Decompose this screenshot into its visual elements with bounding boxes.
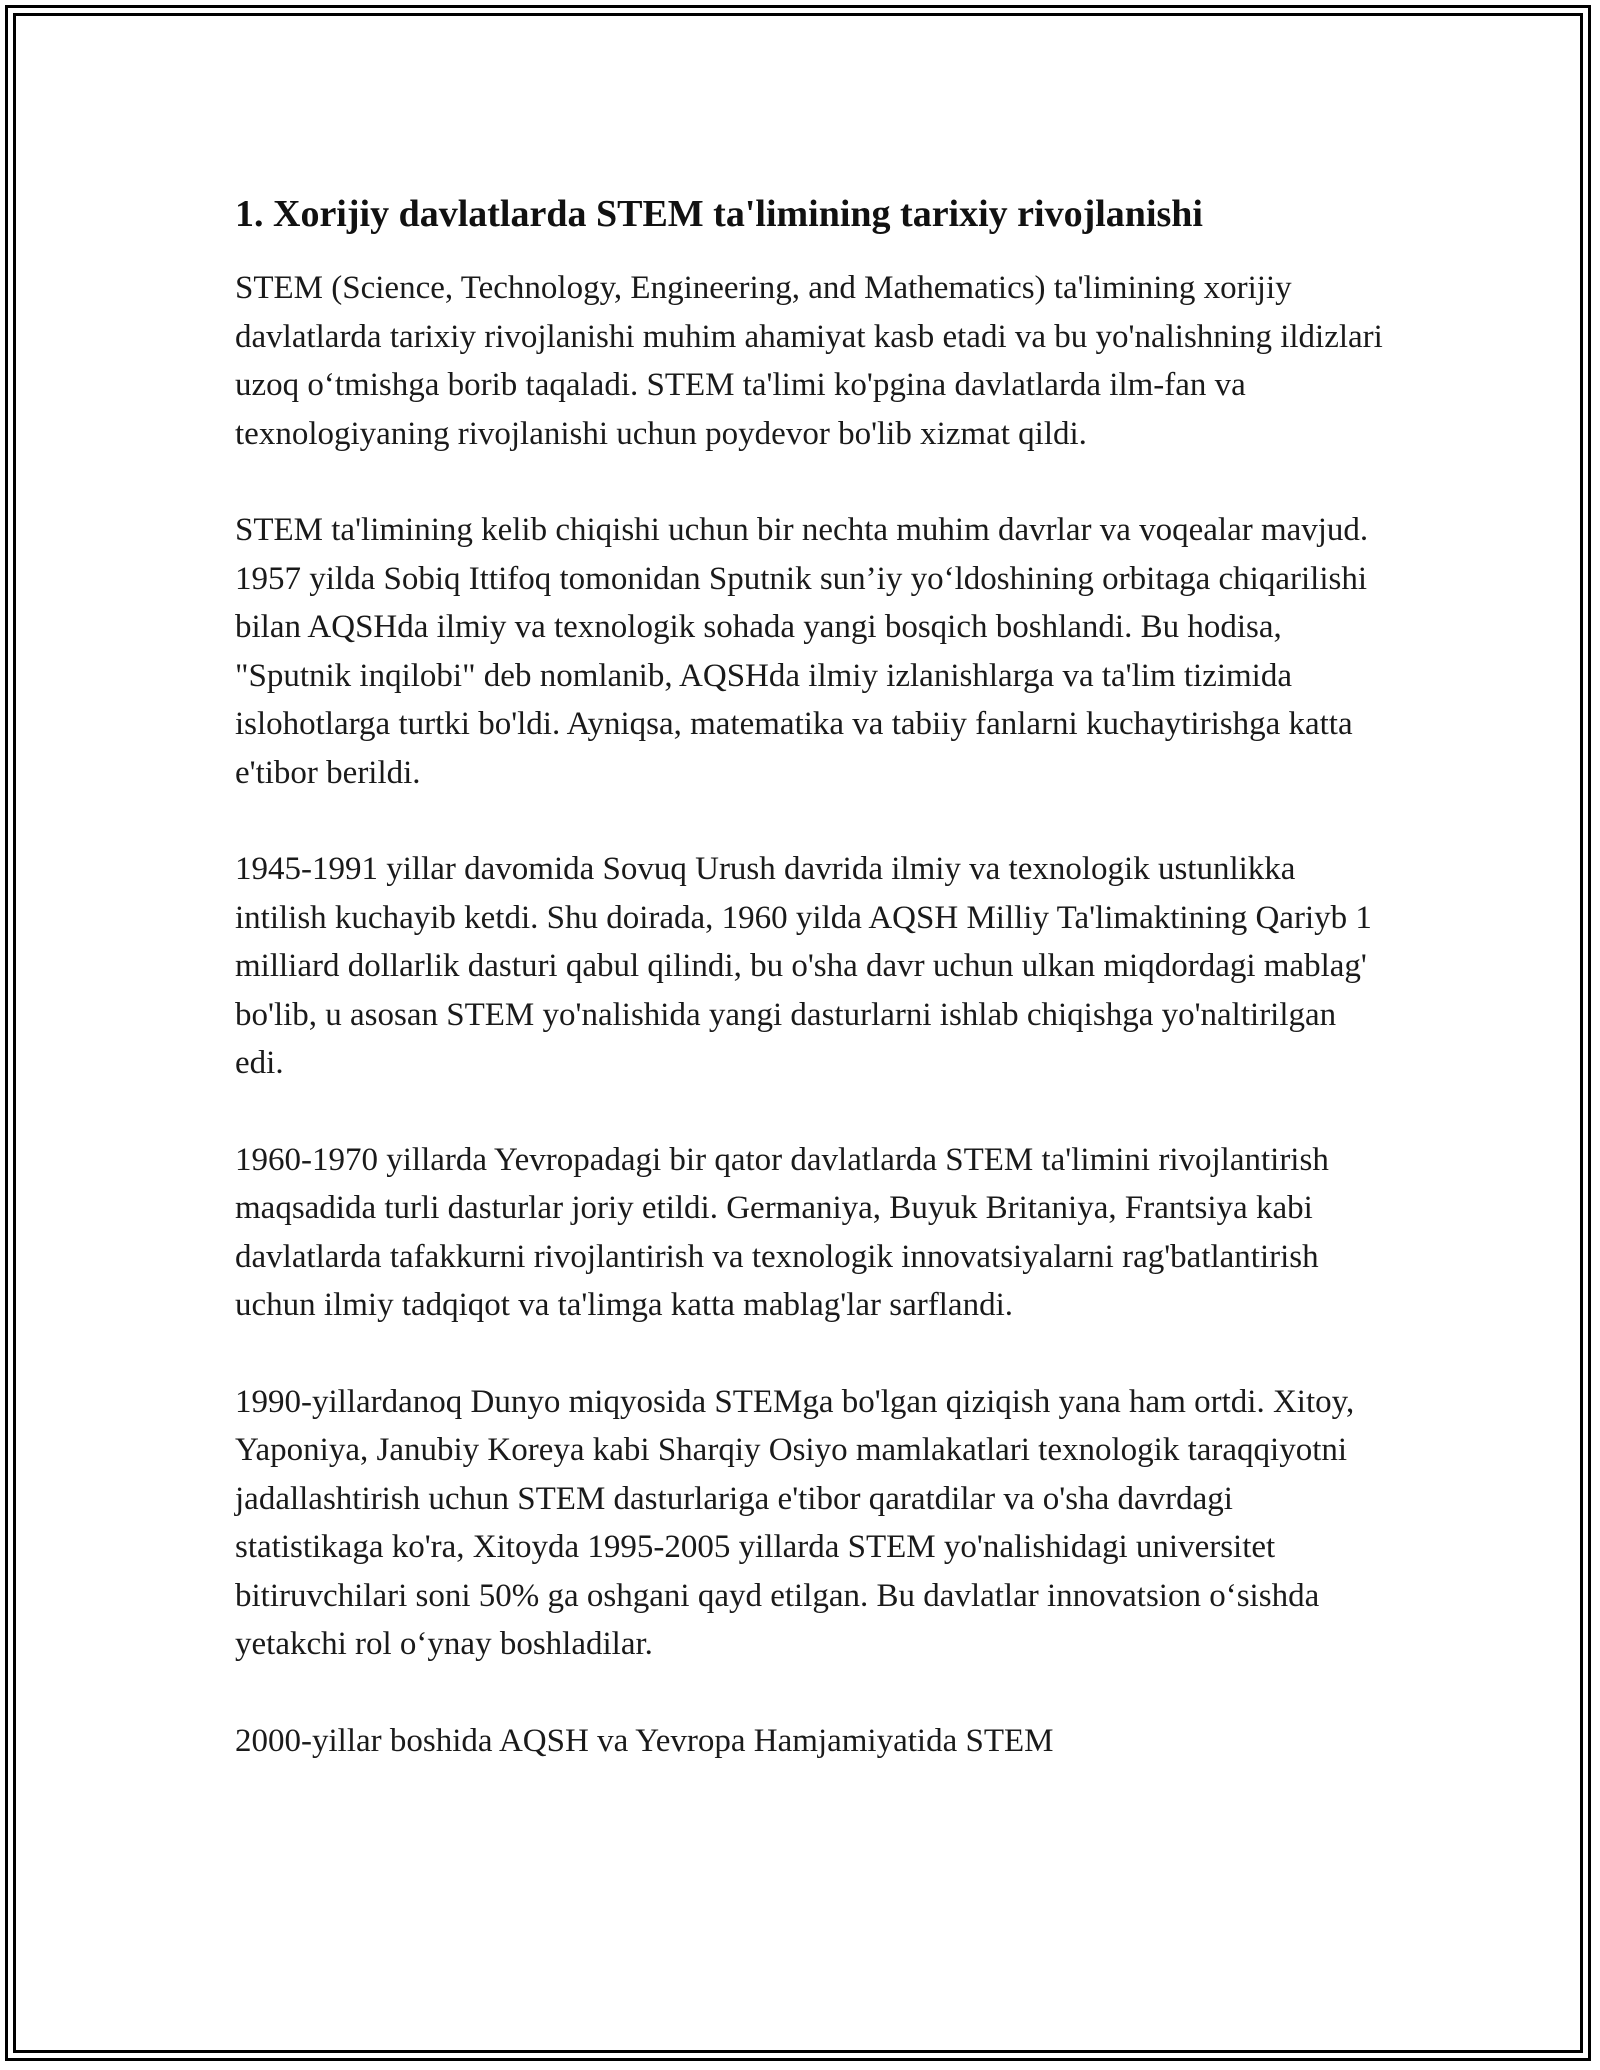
document-body (235, 188, 1385, 1813)
section-heading: 1. Xorijiy davlatlarda STEM ta'limining tarixiy rivojlanishi (235, 193, 1203, 235)
paragraph-east-asia: 1990-yillardanoq Dunyo miqyosida STEMga bo'lgan qiziqish yana ham ortdi. Xitoy, Yaponiya, Janubiy Koreya kabi Sharqiy Osiyo mamlakatlari texnologik taraqqiyotni jadallashtirish uchun STEM dasturlariga e'tibor qaratdilar va o'sha davrdagi statistikaga ko'ra, Xitoyda 1995-2005 yillarda STEM yo'nalishidagi universitet bitiruvchilari soni 50% ga oshgani qayd etilgan. Bu davlatlar innovatsion o‘sishda yetakchi rol o‘ynay boshladilar. (235, 1383, 1355, 1662)
paragraph-europe: 1960-1970 yillarda Yevropadagi bir qator davlatlarda STEM ta'limini rivojlantirish maqsadida turli dasturlar joriy etildi. Germaniya, Buyuk Britaniya, Frantsiya kabi davlatlarda tafakkurni rivojlantirish va texnologik innovatsiyalarni rag'batlantirish uchun ilmiy tadqiqot va ta'limga katta mablag'lar sarflandi. (235, 1141, 1329, 1323)
paragraph-cold-war: 1945-1991 yillar davomida Sovuq Urush davrida ilmiy va texnologik ustunlikka intilish kuchayib ketdi. Shu doirada, 1960 yilda AQSH Milliy Ta'limaktining Qariyb 1 milliard dollarlik dasturi qabul qilindi, bu o'sha davr uchun ulkan miqdordagi mablag' bo'lib, u asosan STEM yo'nalishida yangi dasturlarni ishlab chiqishga yo'naltirilgan edi. (235, 851, 1372, 1081)
paragraph-intro: STEM (Science, Technology, Engineering, and Mathematics) ta'limining xorijiy davlatlarda tarixiy rivojlanishi muhim ahamiyat kasb etadi va bu yo'nalishning ildizlari uzoq o‘tmishga borib taqaladi. STEM ta'limi ko'pgina davlatlarda ilm-fan va texnologiyaning rivojlanishi uchun poydevor bo'lib xizmat qildi. (235, 270, 1383, 452)
paragraph-2000s: 2000-yillar boshida AQSH va Yevropa Hamjamiyatida STEM (235, 1722, 1054, 1759)
paragraph-sputnik: STEM ta'limining kelib chiqishi uchun bir nechta muhim davrlar va voqealar mavjud. 1957 yilda Sobiq Ittifoq tomonidan Sputnik sun’iy yo‘ldoshining orbitaga chiqarilishi bilan AQSHda ilmiy va texnologik sohada yangi bosqich boshlandi. Bu hodisa, "Sputnik inqilobi" deb nomlanib, AQSHda ilmiy izlanishlarga va ta'lim tizimida islohotlarga turtki bo'ldi. Ayniqsa, matematika va tabiiy fanlarni kuchaytirishga katta e'tibor berildi. (235, 512, 1369, 791)
